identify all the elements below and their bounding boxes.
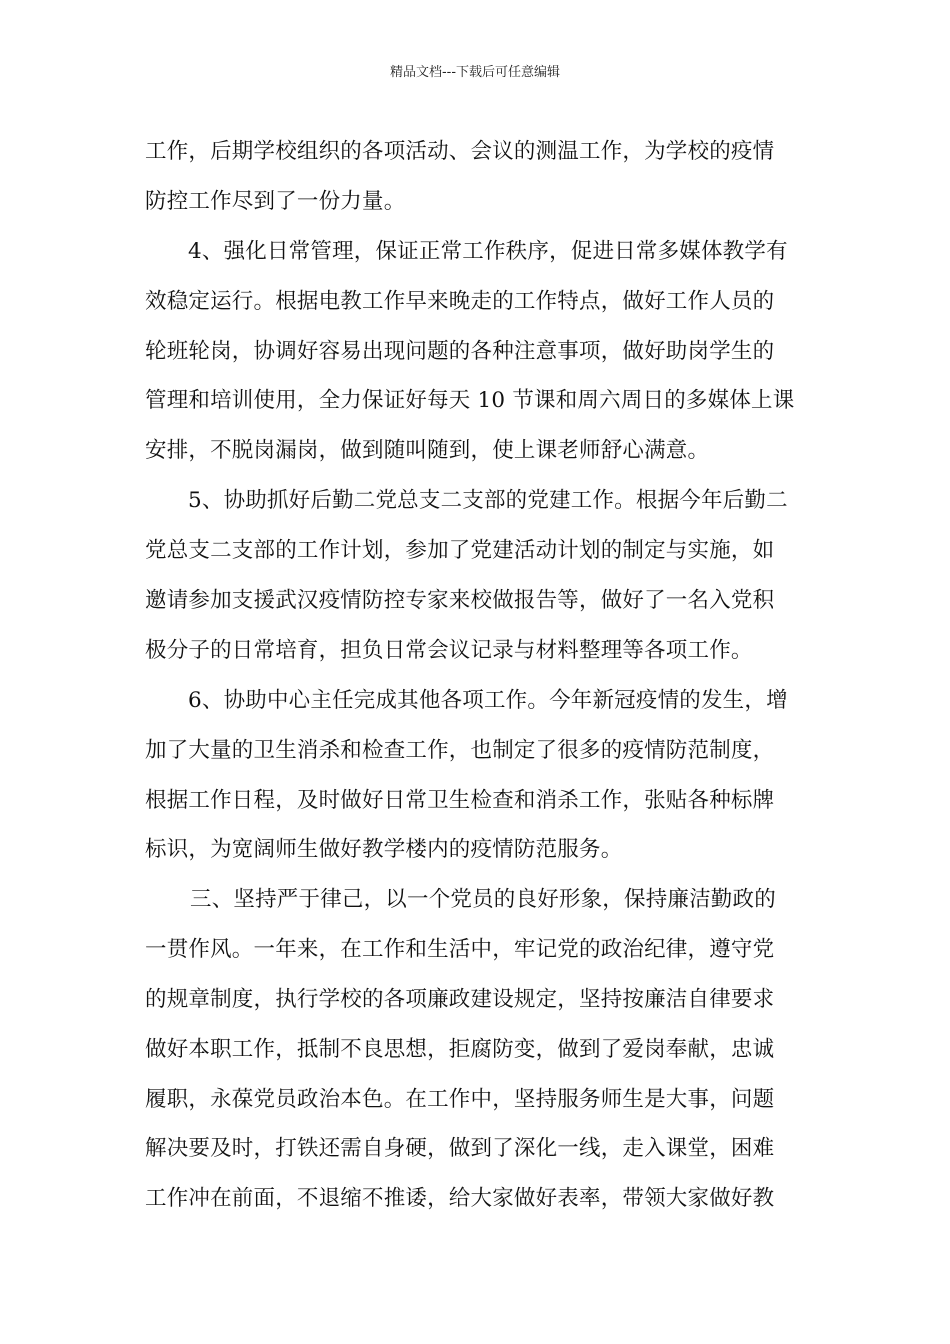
text-line: 效稳定运行。根据电教工作早来晚走的工作特点，做好工作人员的 [145,289,775,314]
paragraph-start-line: 4、强化日常管理，保证正常工作秩序，促进日常多媒体教学有 [188,239,788,264]
text-line: 做好本职工作，抵制不良思想，拒腐防变，做到了爱岗奉献，忠诚 [145,1037,775,1062]
paragraph-start-line: 5、协助抓好后勤二党总支二支部的党建工作。根据今年后勤二 [188,488,788,513]
text-line: 极分子的日常培育，担负日常会议记录与材料整理等各项工作。 [145,638,753,663]
text-line: 解决要及时，打铁还需自身硬，做到了深化一线，走入课堂，困难 [145,1136,775,1161]
page-header: 精品文档---下载后可任意编辑 [389,65,561,80]
text-line: 党总支二支部的工作计划，参加了党建活动计划的制定与实施，如 [145,538,775,563]
paragraph-start-line: 三、坚持严于律己，以一个党员的良好形象，保持廉洁勤政的 [190,887,776,912]
text-line: 防控工作尽到了一份力量。 [145,189,406,214]
text-line: 的规章制度，执行学校的各项廉政建设规定，坚持按廉洁自律要求 [145,987,775,1012]
text-line: 根据工作日程，及时做好日常卫生检查和消杀工作，张贴各种标牌 [145,788,775,813]
text-line: 标识，为宽阔师生做好教学楼内的疫情防范服务。 [145,837,623,862]
text-line: 管理和培训使用，全力保证好每天 10 节课和周六周日的多媒体上课 [145,388,795,413]
text-line: 工作，后期学校组织的各项活动、会议的测温工作，为学校的疫情 [145,139,775,164]
text-line: 安排，不脱岗漏岗，做到随叫随到，使上课老师舒心满意。 [145,438,710,463]
text-line: 邀请参加支援武汉疫情防控专家来校做报告等，做好了一名入党积 [145,588,775,613]
text-line: 轮班轮岗，协调好容易出现问题的各种注意事项，做好助岗学生的 [145,339,775,364]
text-line: 一贯作风。一年来，在工作和生活中，牢记党的政治纪律，遵守党 [145,937,775,962]
text-line: 履职，永葆党员政治本色。在工作中，坚持服务师生是大事，问题 [145,1087,775,1112]
paragraph-start-line: 6、协助中心主任完成其他各项工作。今年新冠疫情的发生，增 [188,688,788,713]
text-line: 工作冲在前面，不退缩不推诿，给大家做好表率，带领大家做好教 [145,1186,775,1211]
text-line: 加了大量的卫生消杀和检查工作，也制定了很多的疫情防范制度， [145,738,775,763]
